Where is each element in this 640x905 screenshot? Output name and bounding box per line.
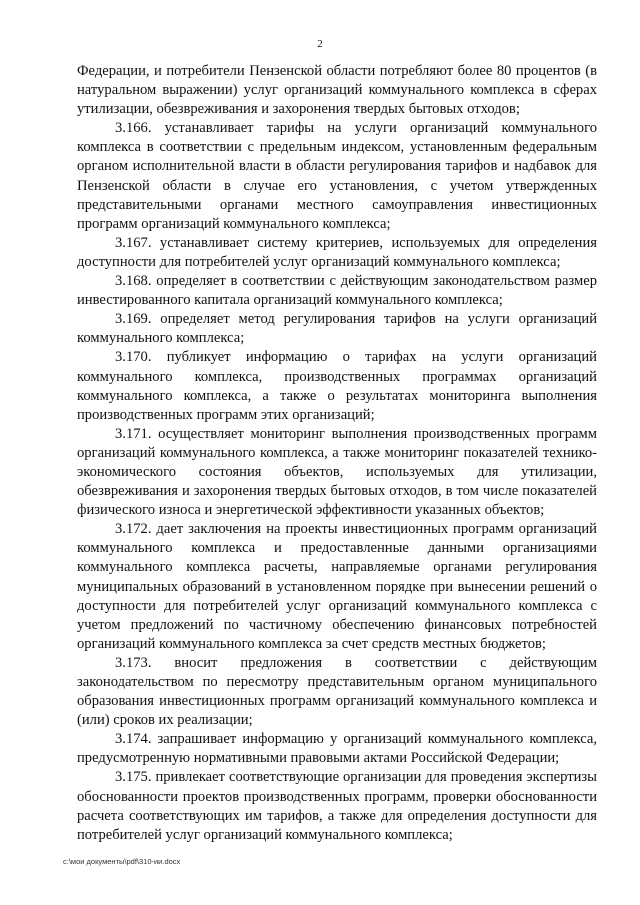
page-number: 2 [317, 38, 323, 50]
paragraph-3-169: 3.169. определяет метод регулирования тарифов на услуги организаций коммунального комплекса; [77, 311, 597, 347]
paragraph-3-175: 3.175. привлекает соответствующие организации для проведения экспертизы обоснованности проектов производственных программ, проверки обоснованности расчета соответствующих им тарифов, а также для определения доступности для потребителей услуг организаций коммунального комплекса; [77, 769, 597, 843]
paragraph-3-172: 3.172. дает заключения на проекты инвестиционных программ организаций коммунального комплекса и предоставленные данными организациями коммунального комплекса расчеты, направляемые органами регулирования муниципальных образований в установленном порядке при вынесении решений о доступности для потребителей услуг организаций коммунального комплекса с учетом предложений по частичному обеспечению финансовых потребностей организаций коммунального комплекса за счет средств местных бюджетов; [77, 521, 597, 652]
paragraph-3-170: 3.170. публикует информацию о тарифах на услуги организаций коммунального комплекса, производственных программах организаций коммунального комплекса, а также о результатах мониторинга выполнения производственных программ этих организаций; [77, 349, 597, 423]
paragraph-3-173: 3.173. вносит предложения в соответствии с действующим законодательством по пересмотру представительным органом муниципального образования инвестиционных программ организаций коммунального комплекса и (или) сроков их реализации; [77, 654, 597, 729]
paragraph-3-168: 3.168. определяет в соответствии с действующим законодательством размер инвестированного капитала организаций коммунального комплекса; [77, 273, 597, 309]
paragraph-3-174: 3.174. запрашивает информацию у организаций коммунального комплекса, предусмотренную нормативными правовыми актами Российской Федерации; [77, 731, 597, 767]
paragraph-3-166: 3.166. устанавливает тарифы на услуги организаций коммунального комплекса в соответствии с предельным индексом, установленным федеральным органом исполнительной власти в области регулирования тарифов и надбавок для Пензенской области в случае его установления, с учетом утвержденных представительными органами местного самоуправления инвестиционных программ организаций коммунального комплекса; [77, 120, 597, 232]
document-body [77, 62, 597, 845]
paragraph-continuation: Федерации, и потребители Пензенской области потребляют более 80 процентов (в натуральном выражении) услуг организаций коммунального комплекса в сферах утилизации, обезвреживания и захоронения твердых бытовых отходов; [77, 63, 597, 118]
paragraph-3-167: 3.167. устанавливает систему критериев, используемых для определения доступности для потребителей услуг организаций коммунального комплекса; [77, 234, 597, 270]
footer-file-path: c:\мои документы\pdf\310-ии.docx [63, 857, 181, 866]
paragraph-3-171: 3.171. осуществляет мониторинг выполнения производственных программ организаций коммунального комплекса, а также мониторинг показателей технико-экономического состояния объектов, используемых для утилизации, обезвреживания и захоронения твердых бытовых отходов, в том числе показателей физического износа и энергетической эффективности указанных объектов; [77, 425, 597, 519]
